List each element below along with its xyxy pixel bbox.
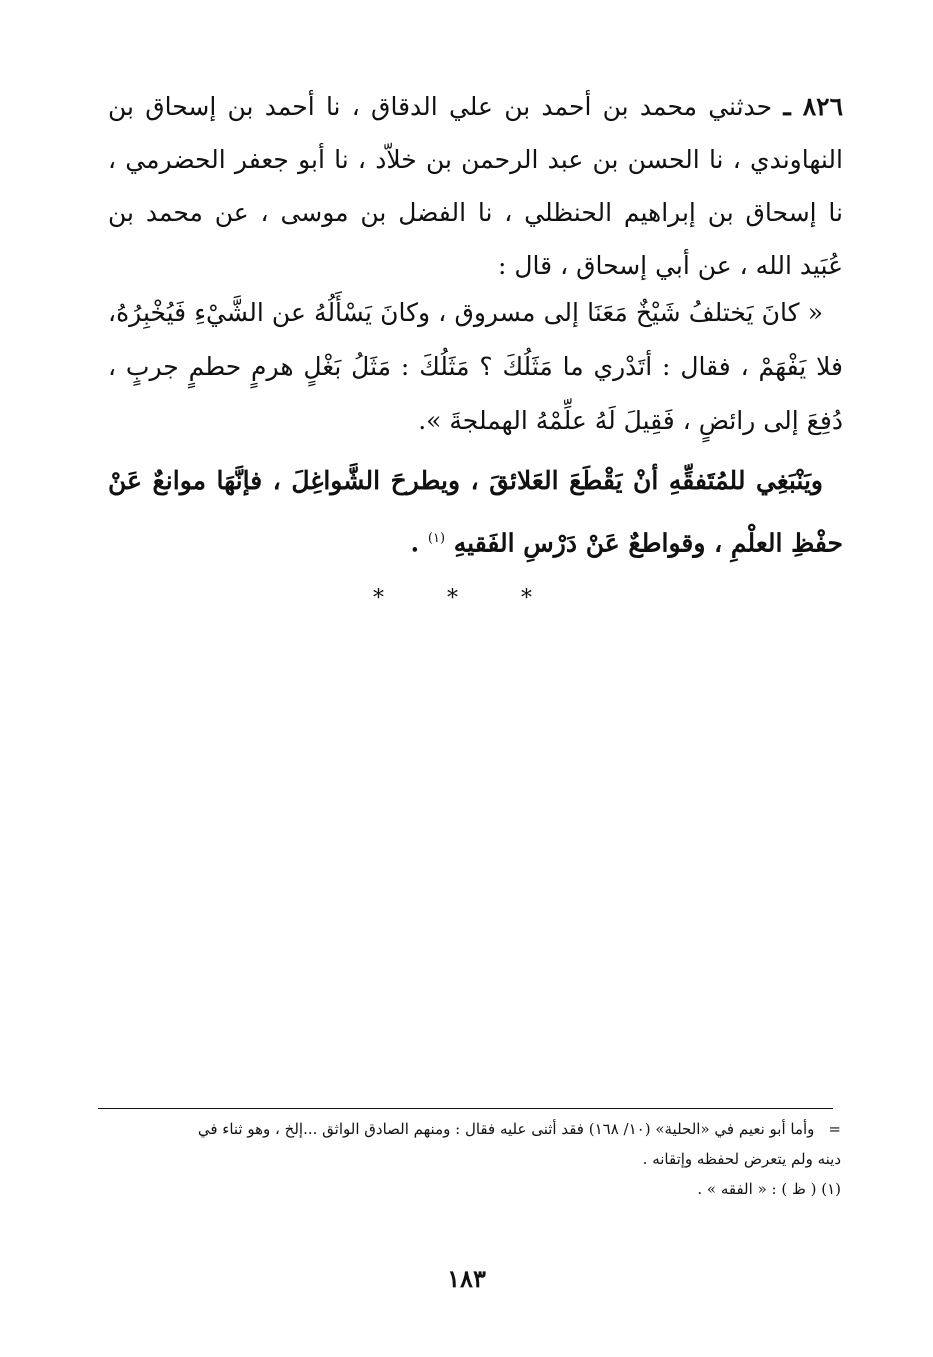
entry-paragraph bbox=[108, 80, 843, 292]
entry-number: ٨٢٦ ـ bbox=[783, 92, 844, 121]
page-number: ١٨٣ bbox=[447, 1264, 486, 1293]
continuation-line-1: وأما أبو نعيم في «الحلية» (١٠/ ١٦٨) فقد أثنى عليه فقال : ومنهم الصادق الواثق ...إلخ ، وهو ثناء في bbox=[197, 1120, 815, 1138]
commentary-paragraph bbox=[108, 452, 843, 572]
quote-paragraph: « كانَ يَختلفُ شَيْخٌ مَعَنَا إلى مسروق ، وكانَ يَسْأَلُهُ عن الشَّيْءِ فَيُخْبِرُهُ، فلا يَفْهَمْ ، فقال : أتَدْري ما مَثَلُكَ ؟ مَثَلُكَ : مَثَلُ بَغْلٍ هرمٍ حطمٍ جربٍ ، دُفِعَ إلى رائضٍ ، فَقِيلَ لَهُ علِّمْهُ الهملجةَ ». bbox=[108, 298, 843, 435]
footnotes bbox=[96, 1114, 841, 1204]
continuation-line-2: دينه ولم يتعرض لحفظه وإتقانه . bbox=[642, 1150, 841, 1168]
commentary-text: ويَنْبَغِي للمُتَفقِّهِ أنْ يَقْطَعَ العَلائقَ ، ويطرحَ الشَّواغِلَ ، فإنَّهَا موانعٌ عَنْ حفْظِ العلْمِ ، وقواطعٌ عَنْ دَرْسِ الفَقيهِ bbox=[108, 466, 843, 558]
footnote-rule bbox=[98, 1108, 833, 1109]
footnote-1: (١) ( ظ ) : « الفقه » . bbox=[697, 1180, 841, 1198]
footnote-continuation bbox=[96, 1114, 841, 1144]
footnote-reference: (١) bbox=[427, 531, 446, 546]
entry-isnad: حدثني محمد بن أحمد بن علي الدقاق ، نا أحمد بن إسحاق بن النهاوندي ، نا الحسن بن عبد الرحمن بن خلاّد ، نا أبو جعفر الحضرمي ، نا إسحاق بن إبراهيم الحنظلي ، نا الفضل بن موسى ، عن محمد بن عُبَيد الله ، عن أبي إسحاق ، قال : bbox=[108, 92, 843, 280]
continuation-marker: = bbox=[828, 1120, 841, 1138]
section-separator: * * * bbox=[373, 586, 560, 611]
commentary-end: . bbox=[410, 528, 420, 558]
